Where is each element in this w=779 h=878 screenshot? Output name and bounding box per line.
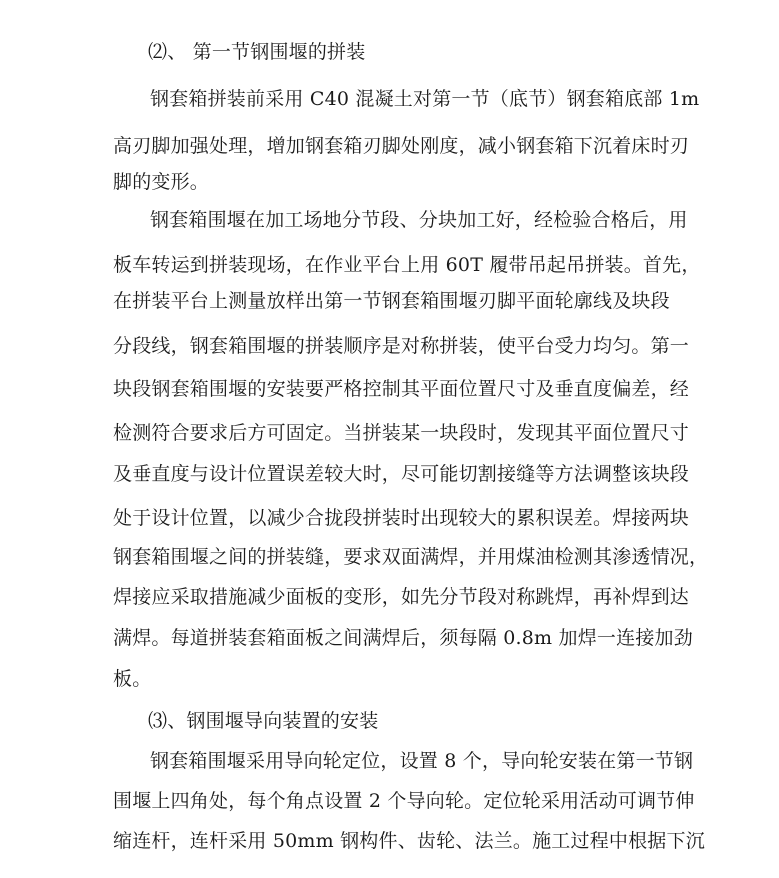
paragraph-2-line-1: 钢套箱围堰在加工场地分节段、分块加工好，经检验合格后，用 — [150, 209, 688, 231]
section-heading-3: ⑶、钢围堰导向装置的安装 — [148, 710, 379, 732]
paragraph-1-line-1: 钢套箱拼装前采用 C40 混凝土对第一节（底节）钢套箱底部 1m — [150, 88, 700, 110]
paragraph-3-line-1: 钢套箱围堰采用导向轮定位，设置 8 个，导向轮安装在第一节钢 — [150, 750, 694, 772]
paragraph-2-line-9: 钢套箱围堰之间的拼装缝，要求双面满焊，并用煤油检测其渗透情况， — [113, 546, 709, 568]
paragraph-2-line-2: 板车转运到拼装现场，在作业平台上用 60T 履带吊起吊拼装。首先， — [113, 254, 701, 276]
paragraph-2-line-8: 处于设计位置，以减少合拢段拼装时出现较大的累积误差。焊接两块 — [113, 507, 690, 529]
paragraph-3-line-3: 缩连杆，连杆采用 50mm 钢构件、齿轮、法兰。施工过程中根据下沉 — [113, 830, 705, 852]
section-heading-2: ⑵、 第一节钢围堰的拼装 — [148, 41, 366, 63]
paragraph-2-line-4: 分段线，钢套箱围堰的拼装顺序是对称拼装，使平台受力均匀。第一 — [113, 335, 690, 357]
paragraph-2-line-6: 检测符合要求后方可固定。当拼装某一块段时，发现其平面位置尺寸 — [113, 422, 690, 444]
paragraph-2-line-10: 焊接应采取措施减少面板的变形，如先分节段对称跳焊，再补焊到达 — [113, 586, 690, 608]
paragraph-2-line-11: 满焊。每道拼装套箱面板之间满焊后，须每隔 0.8m 加焊一连接加劲 — [113, 627, 693, 649]
paragraph-1-line-2: 高刃脚加强处理，增加钢套箱刃脚处刚度，减小钢套箱下沉着床时刃 — [113, 135, 690, 157]
paragraph-3-line-2: 围堰上四角处，每个角点设置 2 个导向轮。定位轮采用活动可调节伸 — [113, 790, 695, 812]
paragraph-1-line-3: 脚的变形。 — [113, 171, 210, 193]
paragraph-2-line-7: 及垂直度与设计位置误差较大时，尽可能切割接缝等方法调整该块段 — [113, 463, 690, 485]
paragraph-2-line-3: 在拼装平台上测量放样出第一节钢套箱围堰刃脚平面轮廓线及块段 — [113, 290, 670, 312]
paragraph-2-line-12: 板。 — [113, 668, 152, 690]
paragraph-2-line-5: 块段钢套箱围堰的安装要严格控制其平面位置尺寸及垂直度偏差，经 — [113, 378, 690, 400]
